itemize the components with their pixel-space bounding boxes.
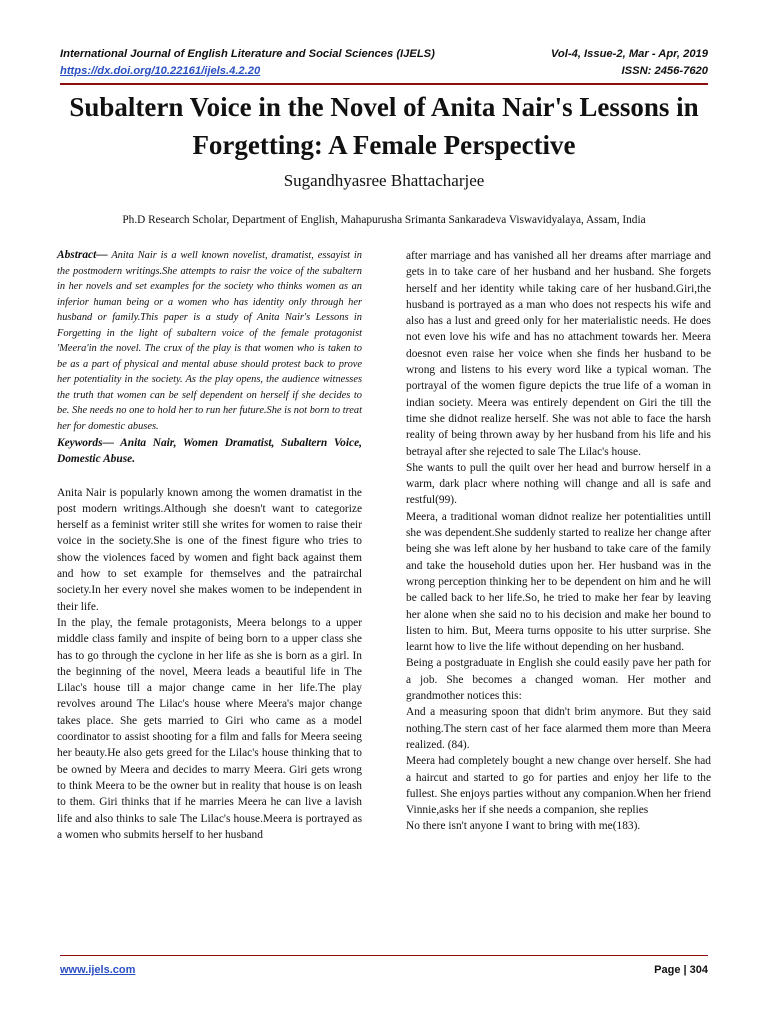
body-paragraph: In the play, the female protagonists, Meera belongs to a upper middle class family and inspite of being born to a upper class she has to go through the cyclone in her life as she is born as a girl. In the beginning of the novel, Meera leads a beautiful life in The Lilac's house till a major change came in her life.The play revolves around The Lilac's house where Meera's major change takes place. She gets married to Giri who came as a model coordinator to assist shooting for a film and falls for Meera seeing her beauty.He also gets greed for the Lilac's house thinking that to be owned by Meera and decides to marry Meera. Giri gets wrong to think Meera to be the owner but in reality that house is on leash to them. Giri thinks that if he marries Meera he can live a lavish life and also thinks to sale The Lilac's house.Meera is portrayed as a women who submits herself to her husband — [57, 616, 362, 841]
body-paragraph: Meera had completely bought a new change over herself. She had a haircut and started to go for parties and enjoy her life to the fullest. She enjoys parties without any companion.When her friend Vinnie,asks her if she needs a companion, she replies — [406, 755, 711, 817]
author-name: Sugandhyasree Bhattacharjee — [283, 171, 485, 190]
issue-info: Vol-4, Issue-2, Mar - Apr, 2019 — [550, 48, 708, 60]
quotation: She wants to pull the quilt over her head and burrow herself in a warm, dark placr where nothing will change and all is safe and restful(99). — [406, 461, 711, 507]
body-paragraph: Anita Nair is popularly known among the women dramatist in the post modern writings.Although she doesn't want to categorize herself as a feminist writer still she writes for women to raise their voice in the society.She is one of the finest figure who tries to show the violences faced by women and fight back against them and how to set example for themselves and the patrairchal society.In her every novel she makes women to be independent in their life. — [57, 486, 362, 613]
journal-header — [60, 46, 708, 85]
website-link[interactable]: www.ijels.com — [60, 964, 136, 976]
right-column — [406, 248, 711, 835]
paper-title: Subaltern Voice in the Novel of Anita Nair's Lessons in Forgetting: A Female Perspective — [69, 92, 699, 160]
quotation: No there isn't anyone I want to bring with me(183). — [406, 820, 641, 833]
body-paragraph: after marriage and has vanished all her dreams after marriage and gets in to take care of her husband and her husband. She forgets herself and her identity while taking care of her husband.Giri,the husband is portrayed as a man who does not respects his wife and also has a lust and greed only for her materialistic needs. He does not even love his wife and has no attachment towards her. Meera doesnot even raise her voice when she finds her husband to be wrong and listens to his every word like a typical woman. The portrayal of the women figure depicts the true life of a woman in indian society. Meera was entirely dependent on Giri the till the time she didnot realize herself. She was not able to face the harsh reality of being thrown away by her husband from his life and his betrayal after she rejected to sale The Lilac's house. — [406, 250, 711, 458]
quotation: And a measuring spoon that didn't brim anymore. But they said nothing.The stern cast of her face alarmed them more than Meera realized. (84). — [406, 706, 711, 751]
journal-name: International Journal of English Literature and Social Sciences (IJELS) — [60, 48, 435, 60]
abstract-text: Anita Nair is a well known novelist, dramatist, essayist in the postmodern writings.She attempts to raisr the voice of the subaltern in her novels and set examples for the society who thinks women as an inferior human being or a women who has identity only through her husband or family.This paper is a study of Anita Nair's Lessons in Forgetting in the light of subaltern voice of the female protagonist 'Meera'in the novel. The crux of the play is that women who is taken to be as a part of physical and mental abuse should protest back to prove her potentiality in the society. As the play opens, the audience witnesses the truth that women can be self dependent on herself if she decides to be. She needs no one to hold her to run her future.She is not born to treat her for domestic abuses. — [57, 250, 362, 432]
page-number: Page | 304 — [654, 964, 708, 976]
body-paragraph: Being a postgraduate in English she could easily pave her path for a job. She becomes a changed woman. Her mother and grandmother notices this: — [406, 657, 711, 703]
author-affiliation: Ph.D Research Scholar, Department of English, Mahapurusha Srimanta Sankaradeva Viswavidyalaya, Assam, India — [122, 214, 646, 226]
abstract — [57, 248, 362, 434]
keywords: Keywords— Anita Nair, Women Dramatist, Subaltern Voice, Domestic Abuse. — [57, 437, 362, 466]
header-divider — [60, 83, 708, 85]
body-paragraph: Meera, a traditional woman didnot realize her potentialities untill she was dependent.She suddenly started to realize her change after being she was left alone by her husband to take care of the family and take the household duties upon her. Her husband was in the wrong perception thinking her to be dependent on him and he will be called back to her life.So, he tried to make her fear by leaving her alone when she said no to his decision and make her bound to listen to him. But, Meera turns opposite to his utter surprise. She learnt how to live the life without depending on her husband. — [406, 510, 711, 654]
abstract-label: Abstract— — [57, 249, 108, 261]
left-column — [57, 248, 362, 843]
doi-link[interactable]: https://dx.doi.org/10.22161/ijels.4.2.20 — [60, 65, 261, 77]
issn: ISSN: 2456-7620 — [621, 65, 708, 77]
page-footer — [60, 955, 708, 976]
footer-divider — [60, 955, 708, 956]
